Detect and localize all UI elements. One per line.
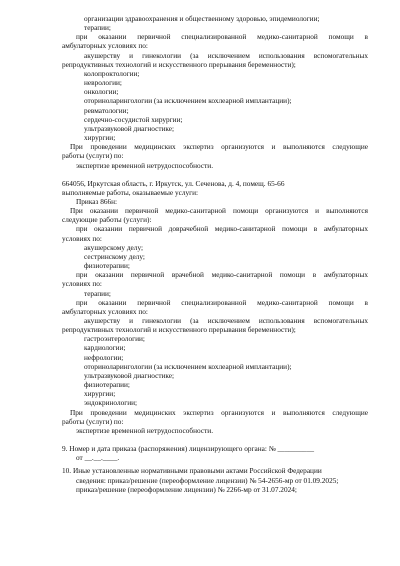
text-line: следующие работы (услуги): [62,215,152,225]
text-line: сестринскому делу; [84,251,145,261]
text-line: работы (услуги) по: [62,416,124,426]
text-line: 9. Номер и дата приказа (распоряжения) лицензирующего органа: № __________ [62,444,315,454]
text-line: акушерству и гинекологии (за исключением использования вспомогательных [84,50,368,60]
text-line: ультразвуковой диагностике; [84,123,175,133]
text-line: терапии; [84,23,111,33]
text-line: физиотерапии; [84,261,130,271]
text-line: 10. Иные установленные нормативными правовыми актами Российской Федерации [62,466,322,476]
text-line: репродуктивных технологий и искусственного прерывания беременности); [62,59,296,69]
text-line: хирургии; [84,389,116,399]
text-line: организации здравоохранения и общественному здоровью, эпидемиологии; [84,14,320,23]
text-line: экспертизе временной нетрудоспособности. [76,160,214,170]
text-line: выполняемые работы, оказываемые услуги: [62,187,199,197]
text-line: колопроктологии; [84,68,140,78]
text-line: терапии; [84,288,111,298]
text-line: от __.__.____. [76,453,120,463]
text-line: При проведении медицинских экспертиз организуются и выполняются следующие [70,407,368,417]
text-line: при оказании первичной врачебной медико-санитарной помощи в амбулаторных [76,270,368,280]
text-line: ревматологии; [84,105,129,115]
text-line: сведения: приказ/решение (переоформление лицензии) № 54-2656-мр от 01.09.2025; [76,475,339,485]
text-line: онкологии; [84,87,119,97]
text-line: При проведении медицинских экспертиз организуются и выполняются следующие [70,142,368,152]
text-line: при оказании первичной доврачебной медико-санитарной помощи в амбулаторных [76,224,368,234]
text-line: амбулаторных условиях по: [62,306,148,316]
text-line: нефрологии; [84,352,124,362]
text-line: амбулаторных условиях по: [62,41,148,51]
text-line: хирургии; [84,133,116,143]
text-line: условиях по: [62,233,102,243]
text-line: условиях по: [62,279,102,289]
text-line: при оказании первичной специализированной медико-санитарной помощи в [76,297,368,307]
spacer [62,435,368,444]
text-line: оториноларингологии (за исключением кохлеарной имплантации); [84,361,292,371]
order-number-section [62,444,368,462]
text-line: акушерству и гинекологии (за исключением использования вспомогательных [84,316,368,325]
text-line: сердечно-сосудистой хирургии; [84,114,183,124]
spacer [62,170,368,179]
text-line: Приказ 866н: [76,196,118,206]
other-info-section [62,466,368,493]
text-line: кардиологии; [84,343,126,353]
text-line: акушерскому делу; [84,242,144,252]
text-line: 664056, Иркутская область, г. Иркутск, ул. Сеченова, д. 4, помещ. 65-66 [62,178,285,188]
text-line: репродуктивных технологий и искусственного прерывания беременности); [62,325,296,335]
text-line: оториноларингологии (за исключением кохлеарной имплантации); [84,96,292,106]
license-address-block-2 [62,179,368,435]
text-line: при оказании первичной специализированной медико-санитарной помощи в [76,32,368,42]
text-line: неврологии; [84,78,122,88]
text-line: физиотерапии; [84,380,130,390]
text-line: гастроэнтерологии; [84,334,145,344]
text-line: ультразвуковой диагностике; [84,370,175,380]
text-line: При оказании первичной медико-санитарной помощи организуются и выполняются [70,206,368,216]
license-services-block-1 [62,14,368,170]
text-line: экспертизе временной нетрудоспособности. [76,425,214,435]
text-line: приказ/решение (переоформление лицензии) № 2266-мр от 31.07.2024; [76,484,297,494]
text-line: работы (услуги) по: [62,151,124,161]
text-line: эндокринологии; [84,398,138,408]
